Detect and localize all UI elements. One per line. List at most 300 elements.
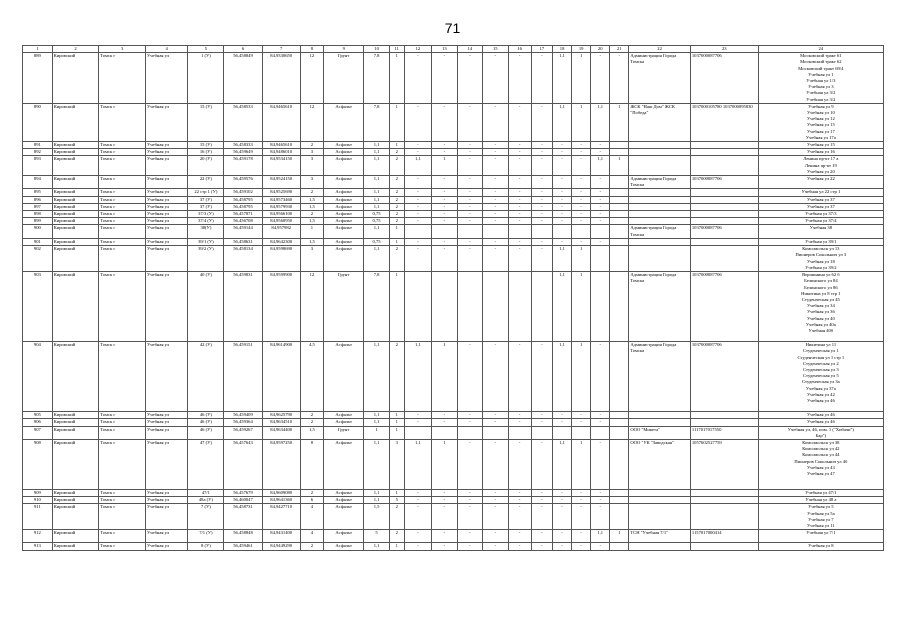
cell-f14: - bbox=[457, 504, 482, 530]
cell-f21 bbox=[610, 272, 629, 342]
address-line: Учебная ул 22 стр 1 bbox=[801, 189, 841, 195]
cell-t: Асфальт bbox=[324, 189, 364, 196]
header-cell: 17 bbox=[531, 46, 552, 53]
address-line: Пионеров Сокольнич ул 3 bbox=[795, 252, 847, 258]
cell-w: 8 bbox=[300, 439, 323, 489]
cell-lon: 84,9566100 bbox=[262, 211, 300, 218]
cell-t: Асфальт bbox=[324, 149, 364, 156]
cell-f15 bbox=[483, 272, 508, 342]
cell-f12: - bbox=[404, 203, 432, 210]
cell-f13: - bbox=[432, 530, 457, 543]
cell-s: Учебная ул bbox=[145, 272, 187, 342]
cell-addresses bbox=[758, 103, 883, 141]
address-line: Учебная ул 39/2 bbox=[805, 264, 837, 270]
cell-b: 1 (У) bbox=[188, 53, 224, 104]
cell-f14: - bbox=[457, 149, 482, 156]
cell-t: Асфальт bbox=[324, 156, 364, 176]
cell-f14: - bbox=[457, 530, 482, 543]
address-line: Учебная ул 3 bbox=[808, 84, 834, 90]
address-line: Учебная ул 46 bbox=[806, 419, 835, 425]
cell-d: Кировский bbox=[52, 543, 99, 551]
cell-f21: 1 bbox=[610, 103, 629, 141]
cell-f15: - bbox=[483, 342, 508, 412]
cell-t: Асфальт bbox=[324, 504, 364, 530]
address-line: Учебная ул 46 bbox=[806, 412, 835, 418]
cell-org bbox=[629, 189, 691, 196]
cell-addresses bbox=[758, 196, 883, 203]
cell-org bbox=[629, 412, 691, 419]
cell-org bbox=[629, 156, 691, 176]
cell-f12 bbox=[404, 272, 432, 342]
table-row bbox=[23, 149, 884, 156]
cell-f18: - bbox=[553, 142, 572, 149]
cell-ogrn bbox=[690, 497, 758, 504]
cell-f19: - bbox=[572, 238, 591, 245]
cell-n: 900 bbox=[23, 225, 53, 238]
address-line: Учебная ул 34 bbox=[806, 303, 835, 309]
cell-f13: - bbox=[432, 543, 457, 551]
cell-f16: - bbox=[508, 203, 531, 210]
cell-f20: - bbox=[591, 412, 610, 419]
cell-d: Кировский bbox=[52, 342, 99, 412]
cell-f14: - bbox=[457, 156, 482, 176]
cell-s: Учебная ул bbox=[145, 543, 187, 551]
cell-f11: 1 bbox=[389, 103, 404, 141]
address-line: Комсомольск ул 42 bbox=[802, 446, 840, 452]
cell-addresses bbox=[758, 419, 883, 426]
cell-b: 37 (У) bbox=[188, 203, 224, 210]
cell-ogrn bbox=[690, 489, 758, 496]
cell-lon: 84,9431400 bbox=[262, 530, 300, 543]
cell-b: 38(У) bbox=[188, 225, 224, 238]
address-line: Московский тракт 69/4 bbox=[798, 65, 844, 71]
cell-f18: - bbox=[553, 412, 572, 419]
cell-f13: - bbox=[432, 189, 457, 196]
cell-b: 15 (У) bbox=[188, 103, 224, 141]
address-line: Ленина пр-кт 17 а bbox=[803, 156, 839, 162]
cell-f19: - bbox=[572, 419, 591, 426]
cell-w: 3 bbox=[300, 176, 323, 189]
cell-f11: 2 bbox=[389, 218, 404, 225]
cell-f20: - bbox=[591, 497, 610, 504]
cell-org: Администрация Города Томска bbox=[629, 342, 691, 412]
cell-w: 2 bbox=[300, 211, 323, 218]
cell-f18: - bbox=[553, 530, 572, 543]
address-line: Учебная ул 37а bbox=[805, 385, 836, 391]
cell-f10: 1,1 bbox=[364, 439, 389, 489]
cell-f21 bbox=[610, 342, 629, 412]
cell-f10: 1,1 bbox=[364, 149, 389, 156]
header-cell: 5 bbox=[188, 46, 224, 53]
cell-f13: - bbox=[432, 196, 457, 203]
cell-f15: - bbox=[483, 246, 508, 272]
cell-org bbox=[629, 218, 691, 225]
cell-f19: 1 bbox=[572, 439, 591, 489]
cell-ogrn bbox=[690, 246, 758, 272]
header-cell: 19 bbox=[572, 46, 591, 53]
cell-lon: 84,9560950 bbox=[262, 218, 300, 225]
cell-f10: 1,1 bbox=[364, 156, 389, 176]
cell-addresses bbox=[758, 203, 883, 210]
cell-f21: - bbox=[610, 53, 629, 104]
cell-f10: 1,1 bbox=[364, 497, 389, 504]
cell-f21: 1 bbox=[610, 530, 629, 543]
cell-ogrn: 1057602527759 bbox=[690, 439, 758, 489]
cell-f17: - bbox=[531, 211, 552, 218]
cell-b: 22 стр 1 (У) bbox=[188, 189, 224, 196]
table-row bbox=[23, 272, 884, 342]
cell-t: Асфальт bbox=[324, 196, 364, 203]
cell-f11: 1 bbox=[389, 543, 404, 551]
cell-s: Учебная ул bbox=[145, 211, 187, 218]
cell-f17: - bbox=[531, 176, 552, 189]
cell-ogrn bbox=[690, 196, 758, 203]
cell-f18: - bbox=[553, 543, 572, 551]
cell-f15: - bbox=[483, 156, 508, 176]
cell-n: 909 bbox=[23, 489, 53, 496]
cell-f18: - bbox=[553, 218, 572, 225]
cell-s: Учебная ул bbox=[145, 426, 187, 439]
cell-c: Томск г bbox=[99, 543, 146, 551]
cell-f21 bbox=[610, 189, 629, 196]
cell-f20: - bbox=[591, 142, 610, 149]
cell-lon: 84,9524150 bbox=[262, 176, 300, 189]
cell-lon: 84,9465610 bbox=[262, 103, 300, 141]
cell-w: 1 bbox=[300, 225, 323, 238]
cell-f19: - bbox=[572, 189, 591, 196]
cell-n: 898 bbox=[23, 211, 53, 218]
cell-f12: - bbox=[404, 196, 432, 203]
header-cell: 11 bbox=[389, 46, 404, 53]
cell-d: Кировский bbox=[52, 426, 99, 439]
cell-ogrn bbox=[690, 142, 758, 149]
cell-f14: - bbox=[457, 218, 482, 225]
cell-f15: - bbox=[483, 419, 508, 426]
cell-c: Томск г bbox=[99, 142, 146, 149]
address-line: Учебная ул 12 bbox=[806, 116, 835, 122]
cell-org: Администрация Города Томска bbox=[629, 176, 691, 189]
cell-ogrn bbox=[690, 156, 758, 176]
cell-f13: - bbox=[432, 142, 457, 149]
cell-lon: 84,9642300 bbox=[262, 238, 300, 245]
cell-f12: - bbox=[404, 497, 432, 504]
cell-f17: - bbox=[531, 156, 552, 176]
cell-lat: 56,457643 bbox=[224, 439, 262, 489]
address-line: Учебная 40б bbox=[808, 327, 834, 333]
address-line: Учебная ул 48 а bbox=[805, 497, 837, 503]
page-number: 71 bbox=[444, 20, 461, 36]
cell-f17 bbox=[531, 426, 552, 439]
cell-c: Томск г bbox=[99, 238, 146, 245]
table-row bbox=[23, 238, 884, 245]
cell-addresses bbox=[758, 238, 883, 245]
cell-f20: - bbox=[591, 203, 610, 210]
cell-f21 bbox=[610, 211, 629, 218]
cell-f11: 1 bbox=[389, 489, 404, 496]
cell-ogrn: 1037000105780 1037000095830 bbox=[690, 103, 758, 141]
header-cell: 2 bbox=[52, 46, 99, 53]
cell-s: Учебная ул bbox=[145, 176, 187, 189]
cell-f10: 1,1 bbox=[364, 419, 389, 426]
cell-s: Учебная ул bbox=[145, 497, 187, 504]
cell-c: Томск г bbox=[99, 504, 146, 530]
cell-org: Администрация Города Томска bbox=[629, 272, 691, 342]
cell-f12: 1,1 bbox=[404, 439, 432, 489]
cell-w: 2 bbox=[300, 142, 323, 149]
cell-f11: 1 bbox=[389, 426, 404, 439]
cell-t: Асфальт bbox=[324, 103, 364, 141]
cell-t: Грунт bbox=[324, 272, 364, 342]
cell-w: 3 bbox=[300, 246, 323, 272]
cell-d: Кировский bbox=[52, 149, 99, 156]
cell-f13: - bbox=[432, 103, 457, 141]
cell-f19: - bbox=[572, 504, 591, 530]
cell-f10: 1,1 bbox=[364, 412, 389, 419]
address-line: Студенческая ул 1 bbox=[803, 348, 839, 354]
table-row bbox=[23, 142, 884, 149]
header-cell: 22 bbox=[629, 46, 691, 53]
header-cell: 21 bbox=[610, 46, 629, 53]
cell-f20: - bbox=[591, 196, 610, 203]
cell-f15: - bbox=[483, 196, 508, 203]
cell-s: Учебная ул bbox=[145, 53, 187, 104]
address-line: Комсомольск ул 38 bbox=[802, 439, 840, 445]
cell-n: 901 bbox=[23, 238, 53, 245]
cell-f19: - bbox=[572, 211, 591, 218]
address-line: Учебная ул 37 bbox=[806, 203, 835, 209]
cell-b: 47/1 bbox=[188, 489, 224, 496]
cell-d: Кировский bbox=[52, 504, 99, 530]
address-line: Учебная ул 16 bbox=[806, 149, 835, 155]
cell-w: 12 bbox=[300, 272, 323, 342]
cell-f11: 1 bbox=[389, 225, 404, 238]
cell-n: 890 bbox=[23, 103, 53, 141]
cell-lon: 84,9465610 bbox=[262, 142, 300, 149]
cell-org: ЖСК "Наш Дом" ЖСК "Победа" bbox=[629, 103, 691, 141]
cell-f16: - bbox=[508, 176, 531, 189]
header-cell: 10 bbox=[364, 46, 389, 53]
cell-f20: - bbox=[591, 149, 610, 156]
table-row bbox=[23, 426, 884, 439]
cell-f16: - bbox=[508, 246, 531, 272]
address-line: Учебная ул 42 bbox=[806, 391, 835, 397]
cell-org bbox=[629, 497, 691, 504]
cell-f17: - bbox=[531, 530, 552, 543]
cell-c: Томск г bbox=[99, 497, 146, 504]
cell-f19: 1 bbox=[572, 103, 591, 141]
cell-f19: - bbox=[572, 196, 591, 203]
cell-t: Асфальт bbox=[324, 439, 364, 489]
cell-f21 bbox=[610, 176, 629, 189]
cell-f18: - bbox=[553, 189, 572, 196]
table-row bbox=[23, 53, 884, 104]
header-cell: 24 bbox=[758, 46, 883, 53]
cell-n: 913 bbox=[23, 543, 53, 551]
address-line: Учебная ул 22 bbox=[806, 176, 835, 182]
cell-lon: 84,9597250 bbox=[262, 439, 300, 489]
cell-c: Томск г bbox=[99, 196, 146, 203]
cell-f15: - bbox=[483, 53, 508, 104]
address-line: Учебная ул 18 bbox=[806, 258, 835, 264]
header-cell: 12 bbox=[404, 46, 432, 53]
cell-w: 2 bbox=[300, 489, 323, 496]
header-cell: 18 bbox=[553, 46, 572, 53]
cell-c: Томск г bbox=[99, 439, 146, 489]
cell-b: 46 (У) bbox=[188, 419, 224, 426]
cell-f19: 1 bbox=[572, 53, 591, 104]
header-cell: 7 bbox=[262, 46, 300, 53]
cell-b: 39/2 (У) bbox=[188, 246, 224, 272]
cell-f10: 1,1 bbox=[364, 489, 389, 496]
cell-f19: - bbox=[572, 218, 591, 225]
cell-t: Асфальт bbox=[324, 218, 364, 225]
cell-org: Администрация Города Томска bbox=[629, 225, 691, 238]
cell-f18: 1,1 bbox=[553, 103, 572, 141]
cell-addresses bbox=[758, 225, 883, 238]
cell-f10: 1,1 bbox=[364, 196, 389, 203]
cell-c: Томск г bbox=[99, 203, 146, 210]
cell-f11: 1 bbox=[389, 142, 404, 149]
cell-s: Учебная ул bbox=[145, 342, 187, 412]
cell-w: 1,5 bbox=[300, 426, 323, 439]
cell-f13: - bbox=[432, 53, 457, 104]
cell-f12 bbox=[404, 225, 432, 238]
cell-f17: - bbox=[531, 196, 552, 203]
cell-f17: - bbox=[531, 497, 552, 504]
cell-f13 bbox=[432, 426, 457, 439]
cell-f15: - bbox=[483, 103, 508, 141]
cell-f17: - bbox=[531, 504, 552, 530]
cell-f17 bbox=[531, 272, 552, 342]
cell-f13: - bbox=[432, 238, 457, 245]
cell-f20: - bbox=[591, 211, 610, 218]
cell-s: Учебная ул bbox=[145, 103, 187, 141]
address-line: Белинского ул 84 bbox=[804, 278, 838, 284]
cell-f21 bbox=[610, 238, 629, 245]
cell-f13: - bbox=[432, 176, 457, 189]
cell-d: Кировский bbox=[52, 439, 99, 489]
cell-f19: - bbox=[572, 149, 591, 156]
cell-f18: - bbox=[553, 203, 572, 210]
cell-lat: 56,459831 bbox=[224, 272, 262, 342]
cell-t: Асфальт bbox=[324, 497, 364, 504]
cell-w: 2 bbox=[300, 419, 323, 426]
cell-n: 895 bbox=[23, 189, 53, 196]
cell-f19: - bbox=[572, 530, 591, 543]
cell-f18 bbox=[553, 426, 572, 439]
cell-lon: 84,9634400 bbox=[262, 426, 300, 439]
cell-b: 15 (У) bbox=[188, 142, 224, 149]
cell-addresses bbox=[758, 211, 883, 218]
cell-addresses bbox=[758, 504, 883, 530]
cell-f15: - bbox=[483, 142, 508, 149]
cell-f10: 1,1 bbox=[364, 142, 389, 149]
cell-s: Учебная ул bbox=[145, 246, 187, 272]
cell-f20: - bbox=[591, 342, 610, 412]
cell-f18: 1,1 bbox=[553, 439, 572, 489]
cell-f16: - bbox=[508, 504, 531, 530]
address-line: Московский тракт 62 bbox=[800, 59, 842, 65]
cell-f11: 5 bbox=[389, 497, 404, 504]
cell-addresses bbox=[758, 149, 883, 156]
table-row bbox=[23, 103, 884, 141]
cell-lat: 56,456708 bbox=[224, 218, 262, 225]
cell-n: 903 bbox=[23, 272, 53, 342]
cell-t: Грунт bbox=[324, 53, 364, 104]
cell-f11: 3 bbox=[389, 439, 404, 489]
cell-f20: 1,1 bbox=[591, 156, 610, 176]
cell-f11: 1 bbox=[389, 53, 404, 104]
cell-f19: 1 bbox=[572, 342, 591, 412]
cell-f21 bbox=[610, 497, 629, 504]
address-line: Учебная ул 37/3 bbox=[805, 211, 837, 217]
cell-d: Кировский bbox=[52, 412, 99, 419]
cell-f20: 1,1 bbox=[591, 103, 610, 141]
cell-w: 4 bbox=[300, 530, 323, 543]
cell-t: Асфальт bbox=[324, 238, 364, 245]
address-line: Учебная ул 37/4 bbox=[805, 218, 837, 224]
cell-f10: 5 bbox=[364, 530, 389, 543]
cell-ogrn bbox=[690, 189, 758, 196]
cell-n: 896 bbox=[23, 196, 53, 203]
cell-f19: - bbox=[572, 412, 591, 419]
cell-f11: 2 bbox=[389, 149, 404, 156]
cell-f11: 2 bbox=[389, 176, 404, 189]
cell-f14: - bbox=[457, 412, 482, 419]
cell-f20: - bbox=[591, 189, 610, 196]
cell-b: 37/4 (У) bbox=[188, 218, 224, 225]
cell-f14 bbox=[457, 225, 482, 238]
table-row bbox=[23, 225, 884, 238]
cell-f11: 2 bbox=[389, 246, 404, 272]
cell-d: Кировский bbox=[52, 176, 99, 189]
cell-org bbox=[629, 419, 691, 426]
cell-f14: - bbox=[457, 342, 482, 412]
address-line: Учебная ул 1 bbox=[808, 71, 834, 77]
address-line: Учебная ул 36 bbox=[806, 309, 835, 315]
cell-lat: 56,458134 bbox=[224, 246, 262, 272]
cell-c: Томск г bbox=[99, 489, 146, 496]
cell-lat: 56,459144 bbox=[224, 225, 262, 238]
cell-n: 889 bbox=[23, 53, 53, 104]
cell-f14: - bbox=[457, 211, 482, 218]
cell-addresses bbox=[758, 426, 883, 439]
cell-lat: 56,459576 bbox=[224, 176, 262, 189]
cell-addresses bbox=[758, 189, 883, 196]
address-line: Студенческая ул 3 bbox=[803, 366, 839, 372]
cell-f21 bbox=[610, 225, 629, 238]
cell-org bbox=[629, 246, 691, 272]
cell-org bbox=[629, 238, 691, 245]
cell-f14: - bbox=[457, 196, 482, 203]
cell-f11: 1 bbox=[389, 412, 404, 419]
cell-f11: 2 bbox=[389, 196, 404, 203]
cell-lat: 56,458333 bbox=[224, 142, 262, 149]
address-line: Бар") bbox=[815, 432, 827, 438]
cell-f11: 2 bbox=[389, 342, 404, 412]
cell-f16 bbox=[508, 272, 531, 342]
cell-lat: 56,459178 bbox=[224, 156, 262, 176]
cell-b: 7 (У) bbox=[188, 504, 224, 530]
cell-f12: - bbox=[404, 530, 432, 543]
cell-f15: - bbox=[483, 543, 508, 551]
cell-n: 911 bbox=[23, 504, 53, 530]
cell-org bbox=[629, 504, 691, 530]
cell-f12: - bbox=[404, 53, 432, 104]
table-row bbox=[23, 156, 884, 176]
cell-f15: - bbox=[483, 218, 508, 225]
cell-f15: - bbox=[483, 439, 508, 489]
